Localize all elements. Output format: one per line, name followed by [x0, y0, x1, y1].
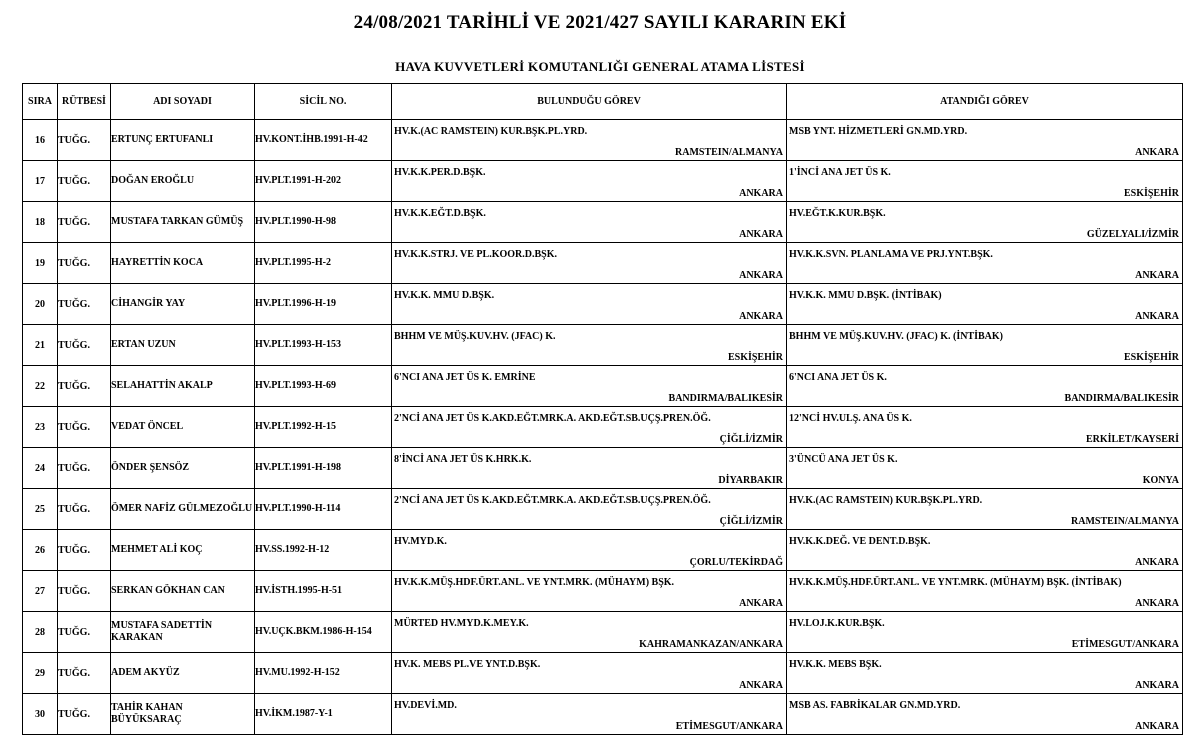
row-full-name: MUSTAFA SADETTİN KARAKAN: [111, 612, 255, 653]
table-row: [23, 530, 1183, 571]
current-duty-title: HV.K.K.EĞT.D.BŞK.: [394, 208, 486, 219]
current-duty-location: ESKİŞEHİR: [727, 352, 783, 363]
assigned-duty-title: HV.K.(AC RAMSTEIN) KUR.BŞK.PL.YRD.: [789, 495, 983, 506]
table-row: [23, 161, 1183, 202]
row-rank: TUĞG.: [58, 653, 111, 694]
header-registry: SİCİL NO.: [255, 84, 392, 120]
row-assigned-duty: [787, 653, 1183, 694]
row-number: 22: [23, 366, 58, 407]
header-no: SIRA: [23, 84, 58, 120]
row-number: 19: [23, 243, 58, 284]
assigned-duty-title: 12'NCİ HV.ULŞ. ANA ÜS K.: [789, 413, 912, 424]
assigned-duty-title: BHHM VE MÜŞ.KUV.HV. (JFAC) K. (İNTİBAK): [789, 331, 1003, 342]
row-registry-no: HV.PLT.1991-H-198: [255, 448, 392, 489]
row-registry-no: HV.PLT.1995-H-2: [255, 243, 392, 284]
table-row: [23, 612, 1183, 653]
row-registry-no: HV.PLT.1996-H-19: [255, 284, 392, 325]
table-row: [23, 325, 1183, 366]
current-duty-title: HV.K. MEBS PL.VE YNT.D.BŞK.: [394, 659, 541, 670]
row-number: 27: [23, 571, 58, 612]
row-assigned-duty: [787, 120, 1183, 161]
row-full-name: DOĞAN EROĞLU: [111, 161, 255, 202]
row-registry-no: HV.MU.1992-H-152: [255, 653, 392, 694]
row-rank: TUĞG.: [58, 366, 111, 407]
table-header-row: [23, 84, 1183, 120]
table-row: [23, 448, 1183, 489]
current-duty-location: ANKARA: [739, 680, 783, 691]
row-rank: TUĞG.: [58, 448, 111, 489]
row-registry-no: HV.PLT.1991-H-202: [255, 161, 392, 202]
current-duty-title: 6'NCI ANA JET ÜS K. EMRİNE: [394, 372, 536, 383]
assigned-duty-title: 1'İNCİ ANA JET ÜS K.: [789, 167, 891, 178]
assigned-duty-title: HV.K.K.DEĞ. VE DENT.D.BŞK.: [789, 536, 931, 547]
current-duty-location: ANKARA: [739, 229, 783, 240]
assigned-duty-location: BANDIRMA/BALIKESİR: [1064, 393, 1179, 404]
table-row: [23, 284, 1183, 325]
current-duty-title: 2'NCİ ANA JET ÜS K.AKD.EĞT.MRK.A. AKD.EĞT.SB.UÇŞ.PREN.ÖĞ.: [394, 495, 711, 506]
row-number: 17: [23, 161, 58, 202]
row-registry-no: HV.PLT.1993-H-153: [255, 325, 392, 366]
current-duty-location: ANKARA: [739, 311, 783, 322]
row-registry-no: HV.PLT.1993-H-69: [255, 366, 392, 407]
assigned-duty-title: MSB AS. FABRİKALAR GN.MD.YRD.: [789, 700, 961, 711]
row-rank: TUĞG.: [58, 284, 111, 325]
row-assigned-duty: [787, 284, 1183, 325]
row-assigned-duty: [787, 202, 1183, 243]
row-current-duty: [392, 571, 787, 612]
row-full-name: ÖMER NAFİZ GÜLMEZOĞLU: [111, 489, 255, 530]
header-current-duty: BULUNDUĞU GÖREV: [392, 84, 787, 120]
row-registry-no: HV.UÇK.BKM.1986-H-154: [255, 612, 392, 653]
assignment-table: [22, 83, 1183, 735]
row-assigned-duty: [787, 612, 1183, 653]
row-full-name: TAHİR KAHAN BÜYÜKSARAÇ: [111, 694, 255, 735]
row-rank: TUĞG.: [58, 120, 111, 161]
row-rank: TUĞG.: [58, 489, 111, 530]
assigned-duty-location: ANKARA: [1135, 721, 1179, 732]
row-full-name: MEHMET ALİ KOÇ: [111, 530, 255, 571]
row-current-duty: [392, 530, 787, 571]
document-subtitle: HAVA KUVVETLERİ KOMUTANLIĞI GENERAL ATAMA LİSTESİ: [395, 59, 805, 74]
row-assigned-duty: [787, 407, 1183, 448]
assigned-duty-title: HV.K.K. MEBS BŞK.: [789, 659, 882, 670]
assigned-duty-location: ANKARA: [1135, 598, 1179, 609]
assigned-duty-location: ERKİLET/KAYSERİ: [1086, 434, 1179, 445]
assigned-duty-title: HV.LOJ.K.KUR.BŞK.: [789, 618, 885, 629]
current-duty-title: HV.K.K.MÜŞ.HDF.ÜRT.ANL. VE YNT.MRK. (MÜHAYM) BŞK.: [394, 577, 675, 588]
table-row: [23, 243, 1183, 284]
row-registry-no: HV.PLT.1990-H-98: [255, 202, 392, 243]
current-duty-title: 2'NCİ ANA JET ÜS K.AKD.EĞT.MRK.A. AKD.EĞT.SB.UÇŞ.PREN.ÖĞ.: [394, 413, 711, 424]
row-rank: TUĞG.: [58, 694, 111, 735]
current-duty-location: ÇİĞLİ/İZMİR: [719, 516, 783, 527]
current-duty-title: HV.K.(AC RAMSTEIN) KUR.BŞK.PL.YRD.: [394, 126, 588, 137]
table-row: [23, 120, 1183, 161]
row-number: 28: [23, 612, 58, 653]
document-title: 24/08/2021 TARİHLİ VE 2021/427 SAYILI KARARIN EKİ: [353, 12, 847, 33]
row-current-duty: [392, 366, 787, 407]
current-duty-location: ANKARA: [739, 598, 783, 609]
row-rank: TUĞG.: [58, 202, 111, 243]
assigned-duty-title: HV.K.K.SVN. PLANLAMA VE PRJ.YNT.BŞK.: [789, 249, 993, 260]
header-assigned-duty: ATANDIĞI GÖREV: [787, 84, 1183, 120]
row-number: 29: [23, 653, 58, 694]
row-current-duty: [392, 325, 787, 366]
current-duty-title: HV.K.K.PER.D.BŞK.: [394, 167, 486, 178]
row-rank: TUĞG.: [58, 161, 111, 202]
row-number: 30: [23, 694, 58, 735]
assigned-duty-title: MSB YNT. HİZMETLERİ GN.MD.YRD.: [789, 126, 968, 137]
table-row: [23, 366, 1183, 407]
row-current-duty: [392, 120, 787, 161]
row-current-duty: [392, 243, 787, 284]
current-duty-title: 8'İNCİ ANA JET ÜS K.HRK.K.: [394, 454, 532, 465]
row-number: 18: [23, 202, 58, 243]
current-duty-location: RAMSTEIN/ALMANYA: [675, 147, 783, 158]
row-current-duty: [392, 202, 787, 243]
table-row: [23, 653, 1183, 694]
row-rank: TUĞG.: [58, 407, 111, 448]
current-duty-title: BHHM VE MÜŞ.KUV.HV. (JFAC) K.: [394, 331, 556, 342]
row-registry-no: HV.PLT.1992-H-15: [255, 407, 392, 448]
header-rank: RÜTBESİ: [58, 84, 111, 120]
assigned-duty-location: ANKARA: [1135, 311, 1179, 322]
row-current-duty: [392, 612, 787, 653]
assigned-duty-location: ESKİŞEHİR: [1123, 352, 1179, 363]
row-assigned-duty: [787, 161, 1183, 202]
current-duty-location: ANKARA: [739, 270, 783, 281]
row-full-name: ADEM AKYÜZ: [111, 653, 255, 694]
table-row: [23, 571, 1183, 612]
assigned-duty-title: 3'ÜNCÜ ANA JET ÜS K.: [789, 454, 898, 465]
current-duty-location: ETİMESGUT/ANKARA: [675, 721, 783, 732]
row-registry-no: HV.SS.1992-H-12: [255, 530, 392, 571]
row-full-name: SERKAN GÖKHAN CAN: [111, 571, 255, 612]
row-rank: TUĞG.: [58, 571, 111, 612]
row-rank: TUĞG.: [58, 243, 111, 284]
row-full-name: CİHANGİR YAY: [111, 284, 255, 325]
row-registry-no: HV.İSTH.1995-H-51: [255, 571, 392, 612]
table-row: [23, 489, 1183, 530]
current-duty-location: KAHRAMANKAZAN/ANKARA: [639, 639, 783, 650]
row-rank: TUĞG.: [58, 612, 111, 653]
current-duty-title: HV.MYD.K.: [394, 536, 447, 547]
assigned-duty-location: ANKARA: [1135, 557, 1179, 568]
assigned-duty-location: KONYA: [1142, 475, 1179, 486]
current-duty-location: ÇİĞLİ/İZMİR: [719, 434, 783, 445]
row-rank: TUĞG.: [58, 530, 111, 571]
assigned-duty-title: HV.EĞT.K.KUR.BŞK.: [789, 208, 886, 219]
row-full-name: VEDAT ÖNCEL: [111, 407, 255, 448]
row-current-duty: [392, 489, 787, 530]
current-duty-title: MÜRTED HV.MYD.K.MEY.K.: [394, 618, 529, 629]
row-current-duty: [392, 161, 787, 202]
row-current-duty: [392, 407, 787, 448]
row-assigned-duty: [787, 530, 1183, 571]
current-duty-title: HV.K.K.STRJ. VE PL.KOOR.D.BŞK.: [394, 249, 557, 260]
row-number: 20: [23, 284, 58, 325]
row-full-name: SELAHATTİN AKALP: [111, 366, 255, 407]
row-number: 21: [23, 325, 58, 366]
row-registry-no: HV.İKM.1987-Y-1: [255, 694, 392, 735]
assigned-duty-location: GÜZELYALI/İZMİR: [1086, 229, 1179, 240]
assigned-duty-title: HV.K.K. MMU D.BŞK. (İNTİBAK): [789, 290, 942, 301]
current-duty-title: HV.DEVİ.MD.: [394, 700, 457, 711]
assigned-duty-location: ETİMESGUT/ANKARA: [1071, 639, 1179, 650]
assigned-duty-location: ANKARA: [1135, 680, 1179, 691]
row-registry-no: HV.KONT.İHB.1991-H-42: [255, 120, 392, 161]
row-current-duty: [392, 694, 787, 735]
row-assigned-duty: [787, 489, 1183, 530]
row-rank: TUĞG.: [58, 325, 111, 366]
assigned-duty-location: ANKARA: [1135, 147, 1179, 158]
row-full-name: MUSTAFA TARKAN GÜMÜŞ: [111, 202, 255, 243]
row-number: 25: [23, 489, 58, 530]
assigned-duty-location: ESKİŞEHİR: [1123, 188, 1179, 199]
row-number: 16: [23, 120, 58, 161]
row-assigned-duty: [787, 243, 1183, 284]
assigned-duty-title: 6'NCI ANA JET ÜS K.: [789, 372, 887, 383]
row-current-duty: [392, 448, 787, 489]
row-current-duty: [392, 284, 787, 325]
row-assigned-duty: [787, 366, 1183, 407]
row-number: 23: [23, 407, 58, 448]
row-registry-no: HV.PLT.1990-H-114: [255, 489, 392, 530]
row-current-duty: [392, 653, 787, 694]
row-full-name: ÖNDER ŞENSÖZ: [111, 448, 255, 489]
row-assigned-duty: [787, 325, 1183, 366]
table-row: [23, 202, 1183, 243]
assigned-duty-title: HV.K.K.MÜŞ.HDF.ÜRT.ANL. VE YNT.MRK. (MÜHAYM) BŞK. (İNTİBAK): [789, 577, 1122, 588]
current-duty-location: DİYARBAKIR: [718, 475, 783, 486]
row-number: 24: [23, 448, 58, 489]
row-assigned-duty: [787, 694, 1183, 735]
current-duty-location: ÇORLU/TEKİRDAĞ: [689, 557, 783, 568]
current-duty-title: HV.K.K. MMU D.BŞK.: [394, 290, 495, 301]
assigned-duty-location: RAMSTEIN/ALMANYA: [1071, 516, 1179, 527]
assigned-duty-location: ANKARA: [1135, 270, 1179, 281]
table-row: [23, 407, 1183, 448]
current-duty-location: ANKARA: [739, 188, 783, 199]
row-full-name: ERTAN UZUN: [111, 325, 255, 366]
row-assigned-duty: [787, 448, 1183, 489]
header-name: ADI SOYADI: [111, 84, 255, 120]
row-assigned-duty: [787, 571, 1183, 612]
row-number: 26: [23, 530, 58, 571]
current-duty-location: BANDIRMA/BALIKESİR: [668, 393, 783, 404]
row-full-name: ERTUNÇ ERTUFANLI: [111, 120, 255, 161]
table-row: [23, 694, 1183, 735]
row-full-name: HAYRETTİN KOCA: [111, 243, 255, 284]
